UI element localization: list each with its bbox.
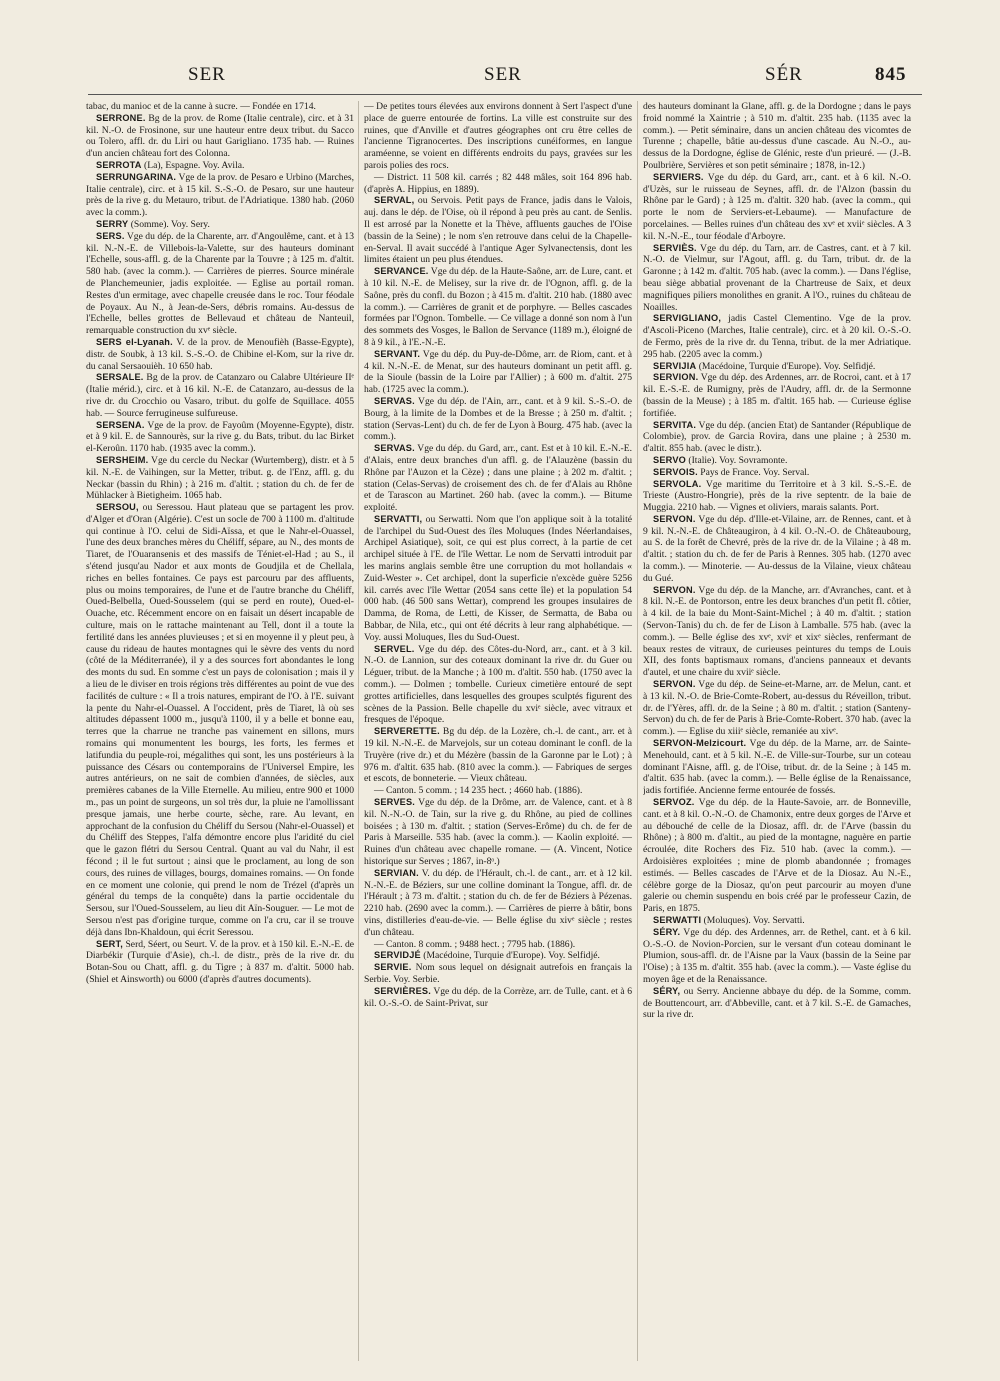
dictionary-entry xyxy=(643,172,911,243)
entry-text: Vge du dép. du Gard, arr., cant. Est et à 10 kil. E.-N.-E. d'Alais, entre deux branches d'un affl. g. de l'Alauzène (bassin du Rhône par l'Auzon et la Cèze) ; dans une plaine ; à 202 m. d'altit. ; station (Celas-Servas) de croisement des ch. de fer d'Alais au Rhône et de Tarascon au Martinet. 260 hab. (avec la comm.). — Bitume exploité. xyxy=(364,443,632,514)
dictionary-entry xyxy=(364,195,632,266)
entry-headword: SERVO xyxy=(653,454,686,465)
entry-headword: SERVIDJÉ xyxy=(374,950,421,961)
entry-headword: SERVIJIA xyxy=(653,360,697,371)
entry-text: ou Servois. Petit pays de France, jadis dans le Valois, auj. dans le dép. de l'Oise, où il répond à peu près au cant. de Senlis. Il est arrosé par la Nonette et la Thève, affluents gauches de l'Oise (bassin de la Seine) ; le nom s'en retrouve dans celui de la Chapelle-en-Serval. Il avait succédé à l'antique Ager Sylvanectensis, dont les limites étaient un peu plus étendues. xyxy=(364,195,632,266)
dictionary-entry xyxy=(86,101,354,113)
entry-headword: SERVAS. xyxy=(374,443,415,454)
entry-headword: SERVIÈS. xyxy=(653,242,697,253)
column-divider xyxy=(358,101,359,1361)
dictionary-entry xyxy=(364,644,632,727)
dictionary-entry xyxy=(86,113,354,160)
entry-text: Vge maritime du Territoire et à 3 kil. S.-S.-E. de Trieste (Austro-Hongrie), près de la rive septentr. de la baie de Muggia. 2210 hab. — Vignes et oliviers, marais salants. Port. xyxy=(643,478,911,514)
entry-headword: SERWATTI xyxy=(653,914,702,925)
entry-headword: SERVEL. xyxy=(374,643,415,654)
entry-text: ou Serwatti. Nom que l'on applique soit à la totalité de l'archipel du Sud-Ouest des îles Moluques (Indes Néerlandaises, Archipel Asiatique), soit, ce qui est plus correct, à la partie de cet archipel située à l'E. de l'île Wettar. Le nom de Servatti introduit par les marins anglais semble être une corruption du mot hollandais « Zuid-Wester ». Cet archipel, dont la superficie n'excède guère 5256 kil. carrés avec l'île Wettar (2054 sans cette île) et la population 54 000 hab. (46 500 sans Wettar), comprend les groupes insulaires de Damma, de Roma, de Letti, de Kisser, de Sermatta, de Baba ou Babbar, de Nila, etc., qui ont été décrits à leur rang alphabétique. — Voy. aussi Moluques, Iles du Sud-Ouest. xyxy=(364,513,632,643)
dictionary-entry xyxy=(643,927,911,986)
entry-text: Vge du dép. du Tarn, arr. de Castres, cant. et à 7 kil. N.-O. de Vielmur, sur l'Agout, affl. g. du Tarn, tribut. dr. de la Garonne ; à 142 m. d'altit. 705 hab. (avec la comm.). — Dans l'église, beau siège abbatial provenant de la Chartreuse de Saix, et deux magnifiques piliers monolithes en granit. A l'O., ruines du château de Noailles. xyxy=(643,242,911,313)
entry-headword: SERVON-Melzicourt. xyxy=(653,738,747,749)
entry-text: (La), Espagne. Voy. Avila. xyxy=(141,159,245,171)
dictionary-entry xyxy=(643,585,911,679)
entry-text: jadis Castel Clementino. Vge de la prov. d'Ascoli-Piceno (Marches, Italie centrale), circ. et à 20 kil. O.-S.-O. de Fermo, près de la rive dr. du Tenna, tribut. de la mer Adriatique. 295 hab. (2205 avec la comm.) xyxy=(643,313,911,360)
entry-text: Vge du dép. de la Drôme, arr. de Valence, cant. et à 8 kil. N.-N.-O. de Tain, sur la rive g. du Rhône, au pied de collines boisées ; à 130 m. d'altit. ; station (Serves-Erôme) du ch. de fer de Paris à Marseille. 535 hab. (avec la comm.). — Kaolin exploité. — Ruines d'un château avec chapelle romane. — (A. Vincent, Notice historique sur Serves ; 1867, in-8ᵒ.) xyxy=(364,797,632,867)
entry-headword: SERVION. xyxy=(653,372,699,383)
dictionary-entry xyxy=(643,243,911,314)
entry-text: Vge du dép. des Côtes-du-Nord, arr., cant. et à 3 kil. N.-O. de Lannion, sur des coteaux dominant la rive dr. du Guer ou Léguer, tribut. de la Manche ; à 100 m. d'altit. 550 hab. (1750 avec la comm.). — Dolmen ; tombelle. Curieux cimetière entouré de sept grottes artificielles, dans lesquelles des groupes sculptés figurent des scènes de la Passion. Belle chapelle du xviᵉ siècle, avec vitraux et fresques de l'époque. xyxy=(364,643,632,726)
entry-headword: SERVANT. xyxy=(374,348,421,359)
entry-headword: SERVON. xyxy=(653,584,696,595)
entry-text: des hauteurs dominant la Glane, affl. g. de la Dordogne ; dans le pays froid nommé la Xaintrie ; à 510 m. d'altit. 235 hab. (1135 avec la comm.). — Petit séminaire, dans un ancien château des vicomtes de Turenne ; chapelle, bâtie au-dessus d'une cascade. Au N.-O., au-dessus de la Dordogne, église de Glénic, reste d'un prieuré. — (J.-B. Poulbrière, Servières et son petit séminaire ; 1878, in-12.) xyxy=(643,101,911,171)
header-center: SER xyxy=(484,64,522,85)
entry-headword: SERVOLA. xyxy=(653,478,702,489)
entry-text: Vge du dép. de la Haute-Saône, arr. de Lure, cant. et à 10 kil. N.-E. de Melisey, sur la rive dr. de l'Ognon, affl. g. de la Saône, près du confl. du Bozon ; à 415 m. d'altit. 210 hab. (1880 avec la comm.). — Carrières de granit et de porphyre. — Belles cascades formées par l'Ognon. Tombelle. — Ce village a donné son nom à l'un des sommets des Vosges, le Ballon de Servance (1189 m.), éloigné de 8 à 9 kil., à l'E.-N.-E. xyxy=(364,266,632,348)
header-left: SER xyxy=(188,64,226,85)
entry-text: Bg du dép. de la Lozère, ch.-l. de cant., arr. et à 19 kil. N.-N.-E. de Marvejols, sur un coteau dominant le confl. de la Truyère (rive dr.) et du Mézère (bassin de la Garonne par le Lot) ; à 976 m. d'altit. 635 hab. (810 avec la comm.). — Fabriques de serges et escots, de bonneterie. — Vieux château. xyxy=(364,726,632,785)
entry-headword: SERT, xyxy=(96,938,124,949)
dictionary-entry xyxy=(643,738,911,797)
entry-headword: SERRY xyxy=(96,218,129,229)
entry-headword: SERSENA. xyxy=(96,419,145,430)
entry-headword: SERS. xyxy=(96,230,125,241)
entry-text: ou Serry. Ancienne abbaye du dép. de la Somme, comm. de Bouttencourt, arr. d'Abbeville, cant. et à 7 kil. S.-E. de Gamaches, sur la rive dr. xyxy=(643,985,911,1021)
entry-text: tabac, du manioc et de la canne à sucre. — Fondée en 1714. xyxy=(86,101,316,112)
entry-headword: SERVIE. xyxy=(374,962,412,973)
dictionary-entry xyxy=(643,679,911,738)
header-rule xyxy=(88,94,922,95)
entry-text: Serd, Séert, ou Seurt. V. de la prov. et à 150 kil. E.-N.-E. de Diarbékir (Turquie d'Asie), ch.-l. de distr., près de la rive dr. du Botan-Sou ou Chatt, affl. g. du Tigre ; à 837 m. d'altit. 5000 hab. (Shiel et Ainsworth) ou 6000 (d'après d'autres documents). xyxy=(86,938,354,985)
entry-headword: SERSOU, xyxy=(96,502,139,513)
dictionary-entry xyxy=(364,172,632,196)
entry-text: — Canton. 8 comm. ; 9488 hect. ; 7795 hab. (1886). xyxy=(374,938,576,950)
entry-text: ou Seressou. Haut plateau que se partagent les prov. d'Alger et d'Oran (Algérie). C'est un socle de 700 à 1100 m. d'altitude qui continue à l'O. celui de Sidi-Aïssa, et que le Nahr-el-Ouassel, l'une des deux branches mères du Chéliff, sépare, au N., des monts de Tiaret, de l'Ouaransenis et des massifs de Téniet-el-Had ; au S., il s'étend jusqu'au Nador et aux monts de Goudjila et de Chellala, riches en belles fontaines. Ce pays est parcouru par des affluents, plus ou moins temporaires, de l'une et de l'autre branche du Chéliff, Oued-Belbella, Oued-Sousselem (qui se perd en route), Oued-el-Ouache, etc. Récemment encore on en faisait un désert incapable de culture, mais on le rattache maintenant au Tell, dont il a toute la fertilité dans les années pluvieuses ; et si en moyenne il y pleut peu, à cause du rideau de hautes montagnes qui le sèvre des vents du nord (côté de la Méditerranée), il y a des sources fort abondantes le long des monts du sud. En somme c'est un pays de colonisation ; mais il y a lieu de le diviser en trois régions très différentes au point de vue des facilités de culture : « Il a trois natures, empirant de l'O. à l'E. suivant la pente du Nahr-el-Ouassel. A l'occident, près de Tiaret, là où ses altitudes dépassent 1000 m., jusqu'à 1100, il y a belle et bonne eau, terres que la charrue ne tranche pas vainement en sillons, murs romains qui monumentent les bourgs, les forts, les fermes et latifundia du peuple-roi, mégalithes qui sont, les uns postérieurs à la puissance des Césars ou contemporains de l'Universel Empire, les autres antérieurs, on ne sait de combien d'années, de siècles, aux premières cabanes de la Ville Eternelle. Au milieu, entre 900 et 1000 m., pas un point de surgeons, un sol très dur, la pluie ne l'amollissant presque jamais, une herbe courte, sèche, rare. Au levant, en approchant de la confusion du Chéliff du Sersou (Nahr-el-Ouassel) et du Chéliff des Steppes, l'alfa démontre encore plus l'aridité du ciel que le gazon flétri du Sersou Central. Quant au val du Nahr, il est fécond ; il le fut surtout ; ainsi que le proclament, au long de son cours, des ruines de villages, bourgs, domaines romains. — On fonde en ce moment une colonie, qui prend le nom de Trézel (d'après un général du temps de la conquête) dans la partie occidentale du Sersou, sur l'Oued-Sousselem, au lieu dit Aïn-Souguer. — Le mot de Sersou n'est pas d'origine turque, comme on l'a cru, car il se trouve déjà dans Ibn-Khaldoun, qui écrit Seressou. xyxy=(86,502,354,938)
dictionary-entry xyxy=(364,939,632,951)
entry-headword: SERVON. xyxy=(653,679,696,690)
entry-text: V. de la prov. de Menoufièh (Basse-Egypte), distr. de Soubk, à 13 kil. S.-S.-O. de Chibine el-Kom, sur la rive dr. du canal Sersaouièh. 10 650 hab. xyxy=(86,336,354,372)
entry-headword: SERVES. xyxy=(374,797,416,808)
dictionary-entry xyxy=(643,915,911,927)
entry-text: (Somme). Voy. Sery. xyxy=(128,218,210,230)
entry-text: (Moluques). Voy. Servatti. xyxy=(701,914,805,926)
dictionary-entry xyxy=(86,455,354,502)
entry-text: — De petites tours élevées aux environs donnent à Sert l'aspect d'une place de guerre entourée de fortins. La ville est construite sur des ruines, que d'Anville et d'autres géographes ont cru être celles de l'ancienne Tigranocertes. Des inscriptions cunéiformes, en langue araméenne, se voient en différents endroits du pays, gravées sur les parois polies des rocs. xyxy=(364,101,632,171)
dictionary-entry xyxy=(643,514,911,585)
entry-text: (Macédoine, Turquie d'Europe). Voy. Selfidjé. xyxy=(420,950,600,962)
entry-text: Pays de France. Voy. Serval. xyxy=(697,466,810,478)
entry-text: (Italie). Voy. Sovramonte. xyxy=(686,454,788,466)
entry-headword: SERVON. xyxy=(653,513,696,524)
entry-headword: SERRUNGARINA. xyxy=(96,171,177,182)
entry-headword: SERVERETTE. xyxy=(374,726,440,737)
dictionary-entry xyxy=(86,420,354,455)
dictionary-entry xyxy=(643,372,911,419)
entry-text: Vge de la prov. de Pesaro e Urbino (Marches, Italie centrale), circ. et à 15 kil. S.-S.-O. de Pesaro, sur une hauteur près de la rive g. du Metauro, tribut. de l'Adriatique. 1380 hab. (2060 avec la comm.). xyxy=(86,171,354,219)
entry-headword: SERVATTI, xyxy=(374,513,423,524)
entry-text: Vge du dép. de la Charente, arr. d'Angoulême, cant. et à 13 kil. N.-N.-E. de Villebois-la-Valette, sur des hauteurs dominant l'Echelle, sous-affl. g. de la Charente par la Touvre ; à 125 m. d'altit. 580 hab. (avec la comm.). — Carrières de pierres. Source minérale de Planchemeunier, jadis exploitée. — Eglise au portail roman. Restes d'un ermitage, avec chapelle creusée dans le roc. Tour féodale de Poyaux. Au N., à Jean-de-Sers, débris romains. Au-dessus de l'Echelle, belles grottes de Bellevaud et château de Nanteuil, remarquable construction du xvᵉ siècle. xyxy=(86,230,354,337)
dictionary-entry xyxy=(86,219,354,231)
dictionary-entry xyxy=(643,797,911,915)
entry-text: Vge du dép. de la Marne, arr. de Sainte-Menehould, cant. et à 5 kil. N.-E. de Ville-sur-Tourbe, sur un coteau dominant l'Aisne, affl. g. de l'Oise, tribut. dr. de la Seine ; à 145 m. d'altit. 635 hab. (avec la comm.). — Belle église de la Renaissance, jadis fortifiée. Ancienne ferme entourée de fossés. xyxy=(643,738,911,797)
entry-text: — District. 11 508 kil. carrés ; 82 448 mâles, soit 164 896 hab. (d'après A. Hippius, en 1889). xyxy=(364,171,632,195)
dictionary-entry xyxy=(643,313,911,360)
entry-text: Vge du dép. de la Corrèze, arr. de Tulle, cant. et à 6 kil. O.-S.-O. de Saint-Privat, sur xyxy=(364,985,632,1009)
entry-headword: SERVITA. xyxy=(653,419,697,430)
dictionary-entry xyxy=(364,349,632,396)
dictionary-entry xyxy=(86,160,354,172)
entry-text: Bg de la prov. de Catanzaro ou Calabre Ultérieure IIᵉ (Italie mérid.), circ. et à 16 kil. N.-E. de Catanzaro, au-dessus de la rive dr. du Crocchio ou Vasaro, tribut. du golfe de Squillace. 4055 hab. — Source ferrugineuse sulfureuse. xyxy=(86,372,354,419)
text-column-left xyxy=(86,101,354,1363)
dictionary-entry xyxy=(643,467,911,479)
dictionary-entry xyxy=(364,101,632,172)
dictionary-entry xyxy=(643,420,911,455)
page-number: 845 xyxy=(875,64,907,85)
entry-text: Vge du dép. de l'Ain, arr., cant. et à 9 kil. S.-S.-O. de Bourg, à la limite de la Dombes et de la Bresse ; à 250 m. d'altit. ; station (Servas-Lent) du ch. de fer de Lyon à Bourg. 475 hab. (avec la comm.). xyxy=(364,395,632,443)
entry-text: Nom sous lequel on désignait autrefois en français la Serbie. Voy. Serbie. xyxy=(364,962,632,985)
dictionary-entry xyxy=(364,443,632,514)
entry-headword: SERVIERS. xyxy=(653,171,704,182)
dictionary-entry xyxy=(86,939,354,986)
entry-headword: SERSALE. xyxy=(96,372,144,383)
text-column-right xyxy=(643,101,911,1363)
entry-text: Vge du dép. de Seine-et-Marne, arr. de Melun, cant. et à 13 kil. N.-O. de Brie-Comte-Robert, au-dessus du Réveillon, tribut. dr. de l'Yères, affl. dr. de la Seine ; à 80 m. d'altit. ; station (Santeny-Servon) du ch. de fer de Paris à Brie-Comte-Robert. 370 hab. (avec la comm.). — Eglise du xiiiᵉ siècle, remaniée au xivᵉ. xyxy=(643,679,911,738)
entry-headword: SÉRY. xyxy=(653,926,681,937)
entry-text: Vge de la prov. de Fayoûm (Moyenne-Egypte), distr. et à 9 kil. E. de Sannourès, sur la rive g. du Bats, tribut. du lac Birket el-Keroûn. 1170 hab. (1935 avec la comm.). xyxy=(86,419,354,455)
entry-headword: SERSHEIM. xyxy=(96,454,149,465)
dictionary-entry xyxy=(364,514,632,644)
dictionary-entry xyxy=(364,868,632,939)
dictionary-entry xyxy=(86,337,354,372)
dictionary-entry xyxy=(364,726,632,785)
entry-text: Vge du dép. du Puy-de-Dôme, arr. de Riom, cant. et à 4 kil. N.-N.-E. de Menat, sur des hauteurs dominant un petit affl. g. de la Sioule (bassin de la Loire par l'Allier) ; à 600 m. d'altit. 275 hab. (1725 avec la comm.). xyxy=(364,348,632,396)
entry-headword: SERVIAN. xyxy=(374,867,419,878)
dictionary-entry xyxy=(364,785,632,797)
dictionary-entry xyxy=(643,986,911,1021)
entry-text: Vge du cercle du Neckar (Wurtemberg), distr. et à 5 kil. N.-E. de Vaihingen, sur la Metter, tribut. g. de l'Enz, affl. g. du Neckar (bassin du Rhin) ; à 216 m. d'altit. ; station du ch. de fer de Mühlacker à Bietigheim. 1065 hab. xyxy=(86,454,354,502)
entry-headword: SERS el-Lyanah. xyxy=(96,336,173,347)
entry-text: — Canton. 5 comm. ; 14 235 hect. ; 4660 hab. (1886). xyxy=(374,785,583,797)
dictionary-entry xyxy=(364,396,632,443)
entry-headword: SERVANCE. xyxy=(374,266,429,277)
dictionary-entry xyxy=(364,797,632,868)
text-column-middle xyxy=(364,101,632,1363)
dictionary-entry xyxy=(364,986,632,1010)
dictionary-entry xyxy=(643,455,911,467)
entry-text: (Macédoine, Turquie d'Europe). Voy. Selfidjé. xyxy=(696,360,876,372)
header-right: SÉR xyxy=(765,64,803,85)
dictionary-entry xyxy=(643,479,911,514)
entry-headword: SERVOIS. xyxy=(653,466,698,477)
column-divider xyxy=(637,101,638,1361)
entry-text: Vge du dép. des Ardennes, arr. de Rocroi, cant. et à 17 kil. E.-S.-E. de Rumigny, près de l'Audry, affl. dr. de la Sermonne (bassin de la Meuse) ; à 185 m. d'altit. 165 hab. — Curieuse église fortifiée. xyxy=(643,372,911,419)
dictionary-entry xyxy=(86,172,354,219)
dictionary-entry xyxy=(86,502,354,938)
entry-headword: SERVAS. xyxy=(374,395,415,406)
entry-headword: SERROTA xyxy=(96,159,142,170)
entry-headword: SERRONE. xyxy=(96,112,146,123)
dictionary-entry xyxy=(643,101,911,172)
entry-text: Vge du dép. de la Haute-Savoie, arr. de Bonneville, cant. et à 8 kil. O.-N.-O. de Chamonix, entre deux gorges de l'Arve et au débouché de celle de la Diosaz, affl. dr. de l'Arve (bassin du Rhône) ; à 800 m. d'altit., au pied de la montagne, naguère en partie écroulée, dite Rochers des Fiz. 510 hab. (avec la comm.). — Ardoisières exploitées ; mine de plomb abandonnée ; fromages estimés. — Belles cascades de l'Arve et de la Diosaz. Au N.-E., célèbre gorge de la Diosaz, qu'on peut parcourir au moyen d'une galerie ou chemin suspendu en bois créé par le professeur Cazin, de Paris, en 1875. xyxy=(643,797,911,915)
entry-text: Vge du dép. d'Ille-et-Vilaine, arr. de Rennes, cant. et à 9 kil. N.-N.-E. de Châteaugiron, à 4 kil. O.-N.-O. de Châteaubourg, au S. de la forêt de Chevré, près de la rive dr. de la Vilaine ; à 48 m. d'altit. ; station du ch. de fer de Paris à Rennes. 305 hab. (1270 avec la comm.). — Minoterie. — Au-dessus de la Vilaine, vieux château du Gué. xyxy=(643,513,911,584)
dictionary-entry xyxy=(86,231,354,337)
entry-text: Bg de la prov. de Rome (Italie centrale), circ. et à 31 kil. N.-O. de Frosinone, sur une hauteur entre deux tribut. du Sacco ou Tolero, affl. dr. du Liri ou haut Garigliano. 1735 hab. — Ruines d'un ancien château fort des Colonna. xyxy=(86,112,354,160)
dictionary-entry xyxy=(643,361,911,373)
entry-headword: SERVAL, xyxy=(374,195,415,206)
entry-headword: SERVIÈRES. xyxy=(374,985,431,996)
running-header xyxy=(0,64,1000,94)
entry-headword: SÉRY, xyxy=(653,985,681,996)
entry-text: Vge du dép. des Ardennes, arr. de Rethel, cant. et à 6 kil. O.-S.-O. de Novion-Porcien, sur le versant d'un coteau dominant le Plumion, sous-affl. dr. de l'Aisne par la Vaux (bassin de la Seine par l'Oise) ; à 135 m. d'altit. 355 hab. (avec la comm.). — Vaste église du moyen âge et de la Renaissance. xyxy=(643,926,911,985)
dictionary-entry xyxy=(86,372,354,419)
dictionary-entry xyxy=(364,950,632,962)
entry-text: Vge du dép. (ancien Etat) de Santander (République de Colombie), prov. de Garcia Rovira, dans une plaine ; à 2530 m. d'altit. 855 hab. (avec le distr.). xyxy=(643,419,911,455)
entry-headword: SERVOZ. xyxy=(653,797,695,808)
dictionary-entry xyxy=(364,266,632,349)
entry-text: V. du dép. de l'Hérault, ch.-l. de cant., arr. et à 12 kil. N.-N.-E. de Béziers, sur une colline dominant la Tongue, affl. dr. de l'Hérault ; à 73 m. d'altit. ; station du ch. de fer de Béziers à Pézenas. 2210 hab. (2690 avec la comm.). — Carrières de pierre à bâtir, bons vins, distilleries d'eau-de-vie. — Belle église du xivᵉ siècle ; restes d'un château. xyxy=(364,867,632,938)
dictionary-entry xyxy=(364,962,632,986)
entry-text: Vge du dép. de la Manche, arr. d'Avranches, cant. et à 8 kil. N.-E. de Pontorson, entre les deux branches d'un petit fl. côtier, à 4 kil. de la baie du Mont-Saint-Michel ; à 40 m. d'altit. ; station (Servon-Tanis) du ch. de fer de Lison à Lamballe. 575 hab. (avec la comm.). — Belle église des xvᵉ, xviᵉ et xixᵉ siècles, renfermant de beaux restes de vitraux, de curieuses peintures du temps de Louis XII, des fonts baptismaux romans, d'anciens panneaux et devants d'autel, et une chaire du xviiᵉ siècle. xyxy=(643,584,911,679)
entry-text: Vge du dép. du Gard, arr., cant. et à 6 kil. N.-O. d'Uzès, sur le ruisseau de Seynes, affl. dr. de l'Alzon (bassin du Rhône par le Gard) ; à 125 m. d'altit. 320 hab. (avec la comm., qui porte le nom de Serviers-et-Lebaume). — Manufacture de porcelaines. — Belles ruines d'un château des xvᵉ et xviiᵉ siècles. A 3 kil. N.-N.-E., tour féodale d'Arboyre. xyxy=(643,171,911,242)
entry-headword: SERVIGLIANO, xyxy=(653,313,722,324)
